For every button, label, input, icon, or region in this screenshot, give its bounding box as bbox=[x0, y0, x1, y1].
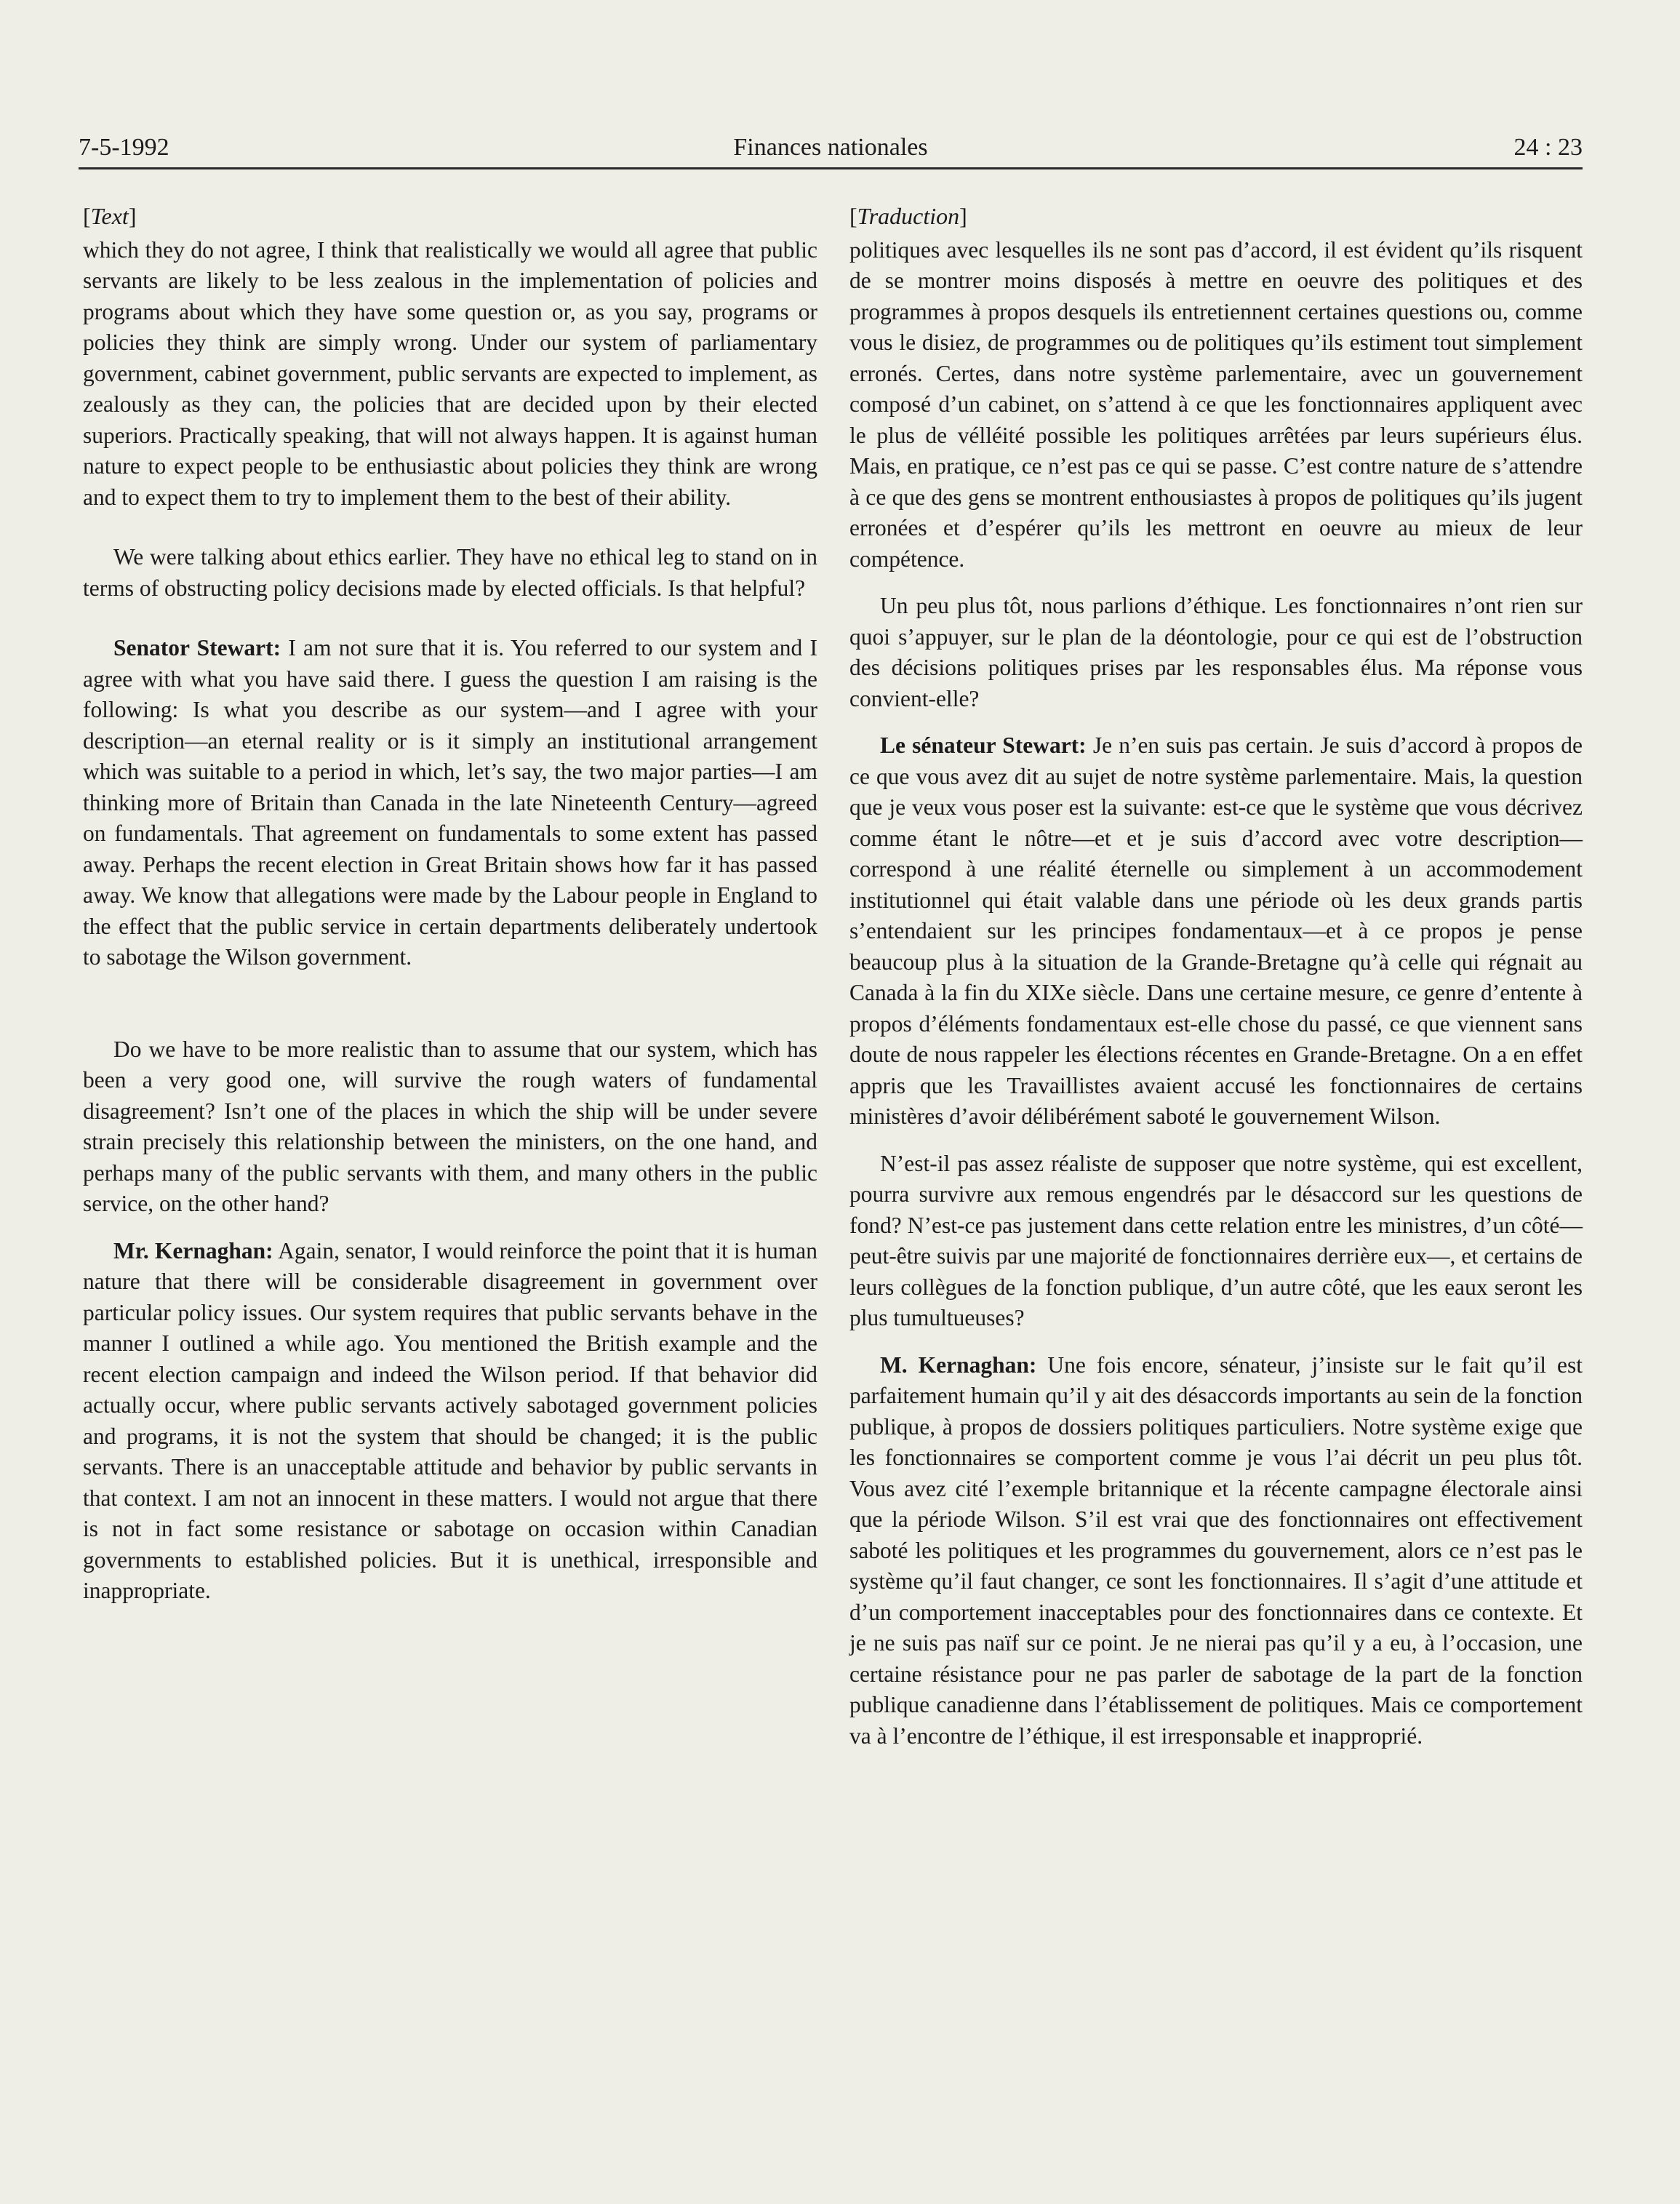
paragraph: Mr. Kernaghan: Again, senator, I would reinforce the point that it is human nature that there will be considerable disagreement in government over particular policy issues. Our system requires that public servants behave in the manner I outlined a while ago. You mentioned the British example and the recent election campaign and indeed the Wilson period. If that behavior did actually occur, where public servants actively sabotaged government policies and programs, it is not the system that should be changed; it is the public servants. There is an unacceptable attitude and behavior by public servants in that context. I am not an innocent in these matters. I would not argue that there is not in fact some resistance or sabotage on occasion within Canadian governments to established policies. But it is unethical, irresponsible and inappropriate. bbox=[83, 1237, 817, 1603]
header-page-number: 24 : 23 bbox=[1513, 134, 1583, 161]
paragraph: Un peu plus tôt, nous parlions d’éthique. Les fonctionnaires n’ont rien sur quoi s’appuyer, sur le plan de la déontologie, pour ce qui est de l’obstruction des décisions politiques prises par les responsables élus. Ma réponse vous convient-elle? bbox=[849, 593, 1583, 711]
speaker-name: Le sénateur Stewart: bbox=[880, 732, 1087, 758]
french-column bbox=[849, 201, 1583, 1752]
page-header bbox=[79, 122, 1583, 169]
speaker-name: Mr. Kernaghan: bbox=[113, 1237, 273, 1263]
paragraph: politiques avec lesquelles ils ne sont pas d’accord, il est évident qu’ils risquent de se montrer moins disposés à mettre en oeuvre des politiques et des programmes à propos desquels ils entretiennent certaines questions ou, comme vous le disiez, de programmes ou de politiques qu’ils estiment tout simplement erronés. Certes, dans notre système parlementaire, avec un gouvernement composé d’un cabinet, on s’attend à ce que les fonctionnaires appliquent avec le plus de vélléité possible les politiques arrêtées par leurs supérieurs élus. Mais, en pratique, ce n’est pas ce qui se passe. C’est contre nature de s’attendre à ce que des gens se montrent enthousiastes à propos de politiques qu’ils jugent erronées et d’espérer qu’ils les mettront en oeuvre au mieux de leur compétence. bbox=[849, 236, 1583, 572]
paragraph: M. Kernaghan: Une fois encore, sénateur, j’insiste sur le fait qu’il est parfaitement humain qu’il y ait des désaccords importants au sein de la fonction publique, à propos de dossiers politiques particuliers. Notre système exige que les fonctionnaires se comportent comme je vous l’ai décrit un peu plus tôt. Vous avez cité l’exemple britannique et la récente campagne électorale ainsi que la période Wilson. S’il est vrai que des fonctionnaires ont effectivement saboté les politiques et les programmes du gouvernement, alors ce n’est pas le système qu’il faut changer, ce sont les fonctionnaires. Il s’agit d’une attitude et d’un comportement inacceptables pour des fonctionnaires dans ce contexte. Et je ne suis pas naïf sur ce point. Je ne nierai pas qu’il y a eu, à l’occasion, une certaine résistance pour ne pas parler de sabotage de la part de la fonction publique canadienne dans l’établissement de politiques. Mais ce comportement va à l’encontre de l’éthique, il est irresponsable et inapproprié. bbox=[849, 1351, 1583, 1749]
language-tag: [Traduction] bbox=[849, 203, 967, 229]
speaker-name: M. Kernaghan: bbox=[880, 1351, 1037, 1378]
header-date: 7-5-1992 bbox=[79, 134, 169, 161]
paragraph: Le sénateur Stewart: Je n’en suis pas certain. Je suis d’accord à propos de ce que vous avez dit au sujet de notre système parlementaire. Mais, la question que je veux vous poser est la suivante: est-ce que le système que vous décrivez comme étant le nôtre—et et je suis d’accord avec votre description—correspond à une réalité éternelle ou simplement à un accommodement institutionnel qui était valable dans une période où les deux grands partis s’entendaient sur les principes fondamentaux—et à ce propos je pense beaucoup plus à la situation de la Grande-Bretagne qu’à celle qui régnait au Canada à la fin du XIXe siècle. Dans une certaine mesure, ce genre d’entente à propos d’éléments fondamentaux est-elle chose du passé, ce que viennent sans doute de nous rappeler les élections récentes en Grande-Bretagne. On a en effet appris que les Travaillistes avaient accusé les fonctionnaires de certains ministères d’avoir délibérément saboté le gouvernement Wilson. bbox=[849, 732, 1583, 1129]
header-title: Finances nationales bbox=[733, 134, 928, 161]
paragraph: We were talking about ethics earlier. They have no ethical leg to stand on in terms of obstructing policy decisions made by elected officials. Is that helpful? bbox=[83, 544, 817, 601]
paragraph: which they do not agree, I think that realistically we would all agree that public servants are likely to be less zealous in the implementation of policies and programs about which they have some question or, as you say, programs or policies they think are simply wrong. Under our system of parliamentary government, cabinet government, public servants are expected to implement, as zealously as they can, the policies that are decided upon by their elected superiors. Practically speaking, that will not always happen. It is against human nature to expect people to be enthusiastic about policies they think are wrong and to expect them to try to implement them to the best of their ability. bbox=[83, 236, 817, 510]
language-tag: [Text] bbox=[83, 203, 137, 229]
speaker-name: Senator Stewart: bbox=[113, 635, 281, 660]
paragraph: Do we have to be more realistic than to assume that our system, which has been a very good one, will survive the rough waters of fundamental disagreement? Isn’t one of the places in which the ship will be under severe strain precisely this relationship between the ministers, on the one hand, and perhaps many of the public servants with them, and many others in the public service, on the other hand? bbox=[83, 1036, 817, 1216]
english-column bbox=[83, 201, 817, 1607]
paragraph: Senator Stewart: I am not sure that it is. You referred to our system and I agree with what you have said there. I guess the question I am raising is the following: Is what you describe as our system—and I agree with your description—an eternal reality or is it simply an institutional arrangement which was suitable to a period in which, let’s say, the two major parties—I am thinking more of Britain than Canada in the late Nineteenth Century—agreed on fundamentals. That agreement on fundamentals to some extent has passed away. Perhaps the recent election in Great Britain shows how far it has passed away. We know that allegations were made by the Labour people in England to the effect that the public service in certain departments deliberately undertook to sabotage the Wilson government. bbox=[83, 635, 817, 970]
paragraph: N’est-il pas assez réaliste de supposer que notre système, qui est excellent, pourra survivre aux remous engendrés par le désaccord sur les questions de fond? N’est-ce pas justement dans cette relation entre les ministres, d’un côté—peut-être suivis par une majorité de fonctionnaires derrière eux—, et certains de leurs collègues de la fonction publique, d’un autre côté, que les eaux seront les plus tumultueuses? bbox=[849, 1150, 1583, 1330]
